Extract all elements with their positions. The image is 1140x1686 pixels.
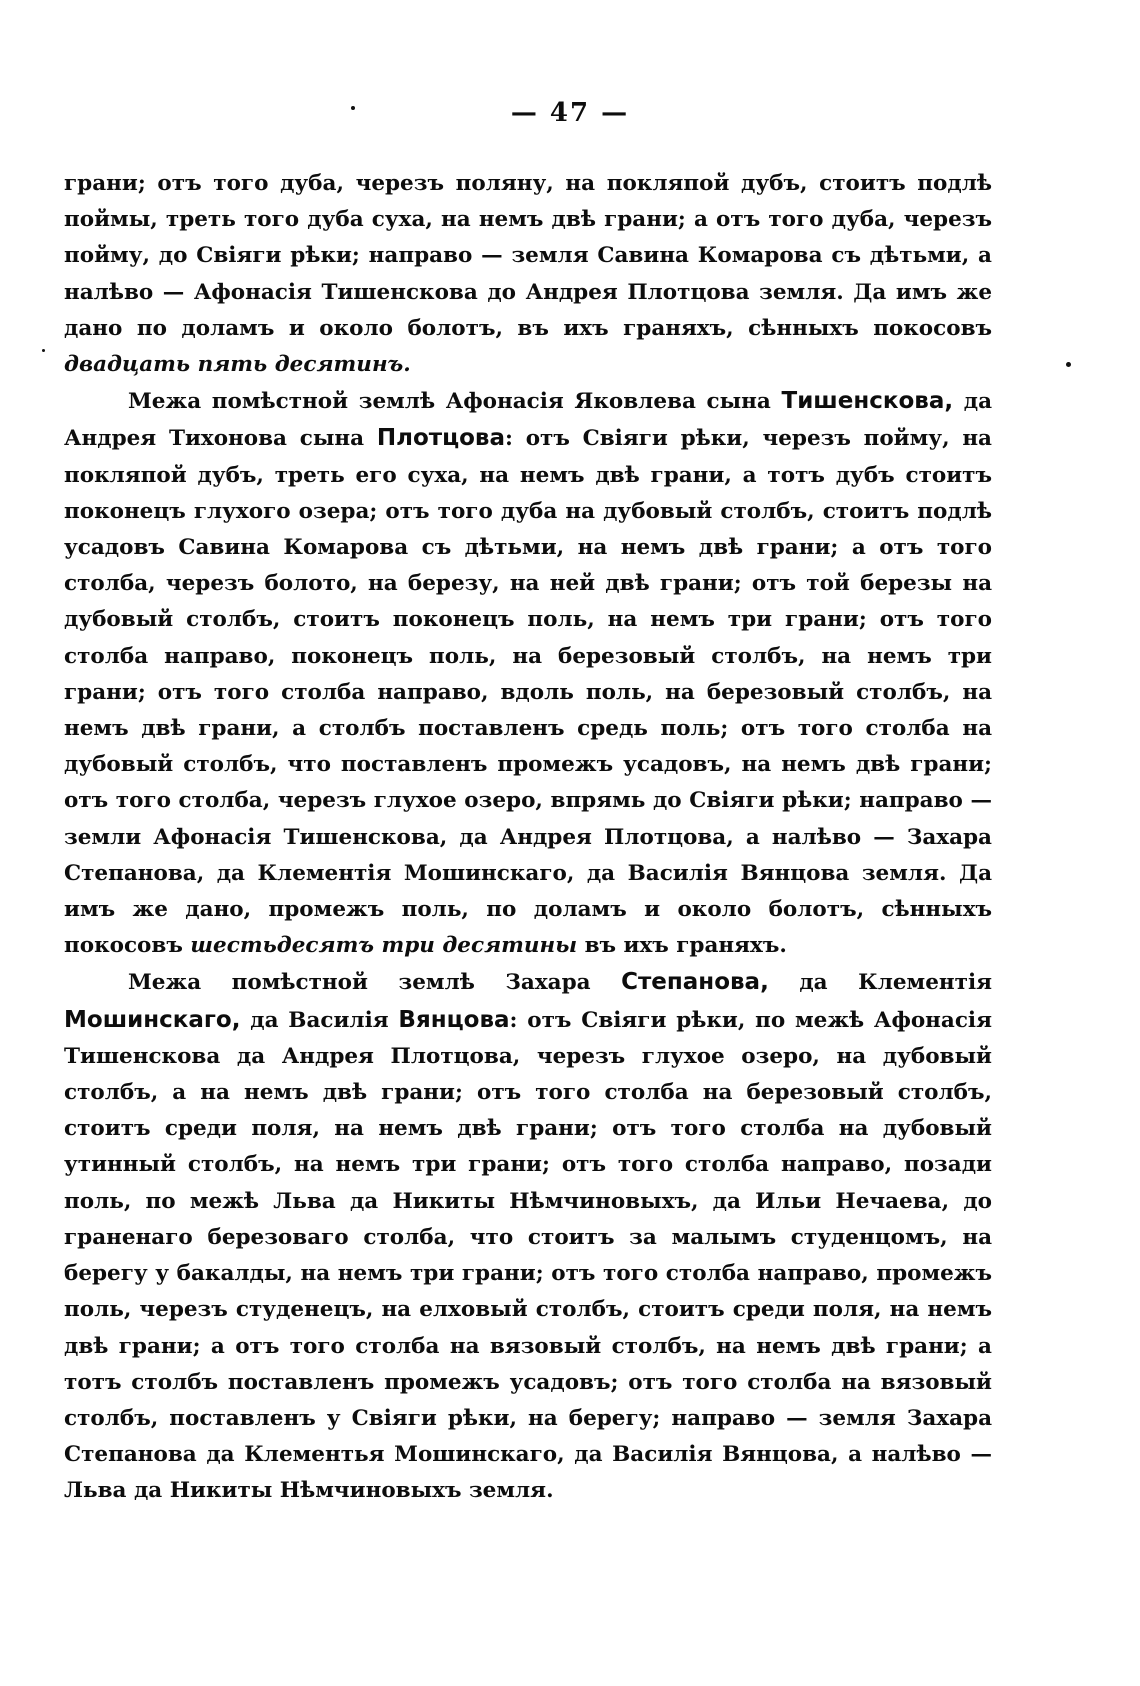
paragraph-2-text-a: Межа помѣстной землѣ Афонасія Яковлева сына bbox=[128, 389, 782, 415]
surname-vyantsov: Вянцова bbox=[398, 1006, 510, 1033]
paragraph-3-text-c: да Клементія bbox=[768, 970, 993, 996]
surname-plottsov: Плотцова bbox=[376, 425, 505, 452]
print-speck bbox=[351, 106, 355, 110]
print-speck bbox=[42, 349, 45, 352]
paragraph-1-italic-measure: двадцать пять десятинъ. bbox=[64, 352, 411, 378]
paragraph-2-text-g: въ ихъ граняхъ. bbox=[577, 933, 787, 959]
surname-stepanov: Степанова, bbox=[621, 969, 769, 996]
paragraph-3-text-e: да Василія bbox=[240, 1007, 399, 1033]
paragraph-2-text-e: : отъ Свіяги рѣки, черезъ пойму, на покляпой дубъ, треть его суха, на немъ двѣ грани, а тотъ дубъ стоитъ поконецъ глухого озера; отъ того дуба на дубовый столбъ, стоитъ подлѣ усадовъ Савина Комарова съ дѣтьми, на немъ двѣ грани; а отъ того столба, черезъ болото, на березу, на ней двѣ грани; отъ той березы на дубовый столбъ, стоитъ поконецъ поль, на немъ три грани; отъ того столба направо, поконецъ поль, на березовый столбъ, на немъ три грани; отъ того столба направо, вдоль поль, на березовый столбъ, на немъ двѣ грани, а столбъ поставленъ средь поль; отъ того столба на дубовый столбъ, что поставленъ промежъ усадовъ, на немъ двѣ грани; отъ того столба, черезъ глухое озеро, впрямь до Свіяги рѣки; направо — земли Афонасія Тишенскова, да Андрея Плотцова, а налѣво — Захара Степанова, да Клементія Мошинскаго, да Василія Вянцова земля. Да имъ же дано, промежъ поль, по доламъ и около болотъ, сѣнныхъ покосовъ bbox=[64, 426, 992, 959]
page-number: — 47 — bbox=[510, 98, 630, 128]
paragraph-3-text-a: Межа помѣстной землѣ Захара bbox=[128, 970, 622, 996]
paragraph-2-text-c: да Андрея Тихонова сына bbox=[64, 389, 993, 452]
paragraph-2 bbox=[64, 383, 992, 964]
surname-moshinsky: Мошинскаго, bbox=[64, 1006, 241, 1033]
paragraph-1 bbox=[64, 166, 992, 383]
paragraph-2-italic-measure: шестьдесятъ три десятины bbox=[190, 933, 578, 959]
print-speck bbox=[1066, 362, 1071, 367]
text-body bbox=[64, 166, 992, 1510]
paragraph-1-text: грани; отъ того дуба, черезъ поляну, на покляпой дубъ, стоитъ подлѣ поймы, треть того дуба суха, на немъ двѣ грани; а отъ того дуба, черезъ пойму, до Свіяги рѣки; направо — земля Савина Комарова съ дѣтьми, а налѣво — Афонасія Тишенскова до Андрея Плотцова земля. Да имъ же дано по доламъ и около болотъ, въ ихъ граняхъ, сѣнныхъ покосовъ bbox=[64, 171, 992, 341]
surname-tishenskov: Тишенскова, bbox=[781, 388, 954, 415]
paragraph-3 bbox=[64, 964, 992, 1509]
paragraph-3-text-g: : отъ Свіяги рѣки, по межѣ Афонасія Тишенскова да Андрея Плотцова, черезъ глухое озеро, на дубовый столбъ, а на немъ двѣ грани; отъ того столба на березовый столбъ, стоитъ среди поля, на немъ двѣ грани; отъ того столба на дубовый утинный столбъ, на немъ три грани; отъ того столба направо, позади поль, по межѣ Льва да Никиты Нѣмчиновыхъ, да Ильи Нечаева, до граненаго березоваго столба, что стоитъ за малымъ студенцомъ, на берегу у бакалды, на немъ три грани; отъ того столба направо, промежъ поль, черезъ студенецъ, на елховый столбъ, стоитъ среди поля, на немъ двѣ грани; а отъ того столба на вязовый столбъ, на немъ двѣ грани; а тотъ столбъ поставленъ промежъ усадовъ; отъ того столба на вязовый столбъ, поставленъ у Свіяги рѣки, на берегу; направо — земля Захара Степанова да Клементья Мошинскаго, да Василія Вянцова, а налѣво — Льва да Никиты Нѣмчиновыхъ земля. bbox=[64, 1007, 992, 1504]
